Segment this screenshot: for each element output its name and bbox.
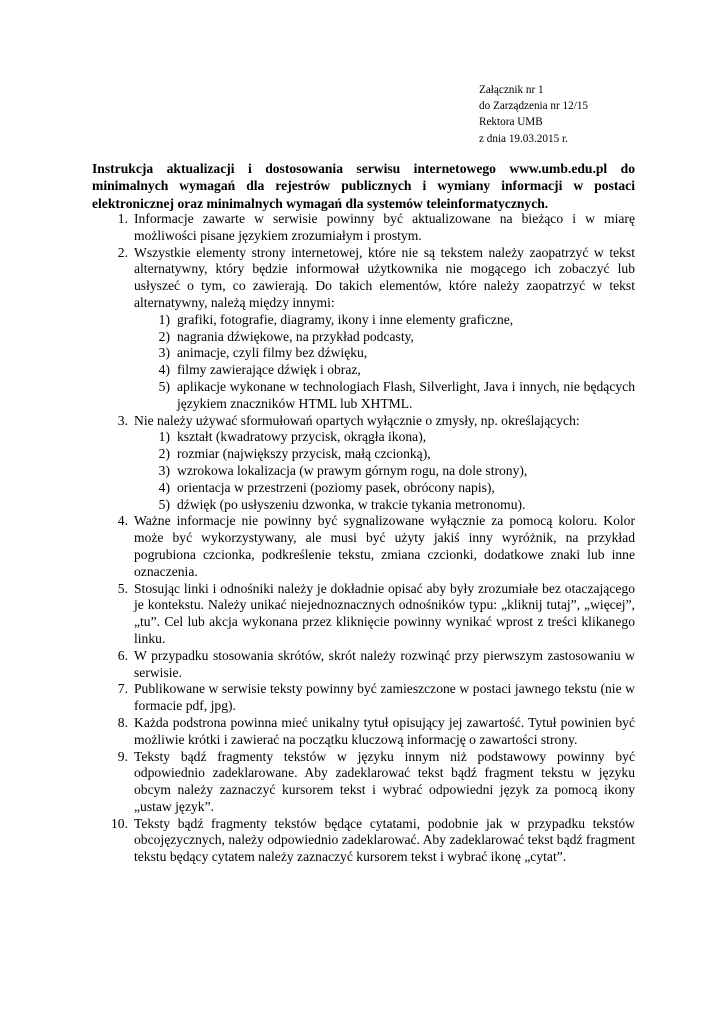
sub-item-text: dźwięk (po usłyszeniu dzwonka, w trakcie tykania metronomu). — [177, 496, 526, 512]
list-item — [92, 581, 635, 648]
item-text: Stosując linki i odnośniki należy je dokładnie opisać aby były zrozumiałe bez otaczającego je kontekstu. Należy unikać niejednoznacznych odnośników typu: „kliknij tutaj”, „więcej”, „tu”. Cel lub akcja wykonana przez kliknięcie powinny wynikać wprost z treści klikanego linku. — [134, 580, 635, 646]
sub-item-number: 2) — [158, 446, 170, 462]
item-number: 4. — [117, 513, 128, 529]
item-number: 6. — [117, 647, 128, 663]
list-item — [92, 211, 635, 245]
item-text: Wszystkie elementy strony internetowej, które nie są tekstem należy zaopatrzyć w tekst alternatywny, który będzie informował użytkownika nie mogącego ich zobaczyć lub usłyszeć o tym, co zawierają. Do takich elementów, które należy zaopatrzyć w tekst alternatywny, należą między innymi: — [134, 244, 635, 310]
item-number: 5. — [117, 580, 128, 596]
list-item — [92, 681, 635, 715]
sub-item-text: animacje, czyli filmy bez dźwięku, — [177, 345, 368, 361]
sub-item-text: rozmiar (największy przycisk, małą czcionką), — [177, 446, 431, 462]
list-item — [92, 816, 635, 866]
item-text: Teksty bądź fragmenty tekstów w języku innym niż podstawowy powinny być odpowiednio zadeklarowane. Aby zadeklarować tekst bądź fragment tekstu w języku obcym należy zaznaczyć kursorem tekst i wybrać odpowiedni język za pomocą ikony „ustaw język”. — [134, 748, 635, 814]
instruction-list — [92, 211, 635, 866]
sub-item-number: 4) — [158, 362, 170, 378]
list-item — [92, 715, 635, 749]
item-text: Publikowane w serwisie teksty powinny być zamieszczone w postaci jawnego tekstu (nie w formacie pdf, jpg). — [134, 681, 635, 714]
sub-item-text: orientacja w przestrzeni (poziomy pasek, obrócony napis), — [177, 479, 495, 495]
sub-list — [134, 312, 635, 413]
item-text: Informacje zawarte w serwisie powinny być aktualizowane na bieżąco i w miarę możliwości pisane językiem zrozumiałym i prostym. — [134, 211, 635, 243]
sub-item-number: 3) — [158, 462, 170, 478]
list-item — [92, 648, 635, 682]
item-number: 7. — [117, 681, 128, 697]
sub-item-number: 5) — [158, 496, 170, 512]
header-line: z dnia 19.03.2015 r. — [479, 132, 568, 145]
item-text: W przypadku stosowania skrótów, skrót należy rozwinąć przy pierwszym zastosowaniu w serwisie. — [134, 647, 635, 680]
list-item — [92, 513, 635, 580]
list-item — [92, 245, 635, 413]
list-item — [92, 749, 635, 816]
attachment-header — [479, 82, 588, 147]
sub-item-number: 3) — [158, 345, 170, 361]
sub-list — [134, 429, 635, 513]
sub-list-item — [134, 446, 635, 463]
sub-list-item — [134, 329, 635, 346]
sub-item-text: filmy zawierające dźwięk i obraz, — [177, 362, 361, 378]
item-text: Każda podstrona powinna mieć unikalny tytuł opisujący jej zawartość. Tytuł powinien być możliwie krótki i zawierać na początku kluczową informację o zawartości strony. — [134, 714, 635, 747]
sub-list-item — [134, 480, 635, 497]
item-number: 3. — [117, 412, 128, 428]
sub-list-item — [134, 362, 635, 379]
item-number: 10. — [111, 815, 128, 831]
header-line: Załącznik nr 1 — [479, 84, 544, 96]
sub-list-item — [134, 379, 635, 413]
sub-item-text: nagrania dźwiękowe, na przykład podcasty, — [177, 328, 414, 344]
item-number: 9. — [117, 748, 128, 764]
sub-item-number: 5) — [158, 378, 170, 394]
item-number: 8. — [117, 714, 128, 730]
header-line: do Zarządzenia nr 12/15 — [479, 100, 589, 113]
header-line: Rektora UMB — [479, 116, 543, 129]
document-title: Instrukcja aktualizacji i dostosowania serwisu internetowego www.umb.edu.pl do minimalnych wymagań dla rejestrów publicznych i wymiany informacji w postaci elektronicznej oraz minimalnych wymagań dla systemów teleinformatycznych. — [92, 161, 635, 211]
sub-item-text: wzrokowa lokalizacja (w prawym górnym rogu, na dole strony), — [177, 462, 528, 478]
sub-list-item — [134, 345, 635, 362]
item-text: Teksty bądź fragmenty tekstów będące cytatami, podobnie jak w przypadku tekstów obcojęzycznych, należy odpowiednio zadeklarować. Aby zadeklarować tekst bądź fragment tekstu będący cytatem należy zaznaczyć kursorem tekst i wybrać ikonę „cytat”. — [134, 815, 635, 865]
sub-item-number: 2) — [158, 328, 170, 344]
sub-list-item — [134, 312, 635, 329]
item-number: 2. — [117, 244, 128, 260]
sub-list-item — [134, 497, 635, 514]
item-text: Ważne informacje nie powinny być sygnalizowane wyłącznie za pomocą koloru. Kolor może być wykorzystywany, ale musi być użyty jakiś inny wyróżnik, na przykład pogrubiona czcionka, podkreślenie tekstu, zmiana czcionki, dodatkowe znaki lub inne oznaczenia. — [134, 513, 635, 579]
sub-list-item — [134, 463, 635, 480]
sub-item-text: grafiki, fotografie, diagramy, ikony i inne elementy graficzne, — [177, 311, 514, 327]
sub-item-number: 4) — [158, 479, 170, 495]
item-text: Nie należy używać sformułowań opartych wyłącznie o zmysły, np. określających: — [134, 412, 580, 428]
sub-item-number: 1) — [158, 311, 170, 327]
list-item — [92, 413, 635, 514]
sub-list-item — [134, 429, 635, 446]
sub-item-text: kształt (kwadratowy przycisk, okrągła ikona), — [177, 429, 427, 445]
sub-item-number: 1) — [158, 429, 170, 445]
sub-item-text: aplikacje wykonane w technologiach Flash, Silverlight, Java i innych, nie będących językiem znaczników HTML lub XHTML. — [177, 378, 635, 411]
item-number: 1. — [117, 211, 128, 226]
